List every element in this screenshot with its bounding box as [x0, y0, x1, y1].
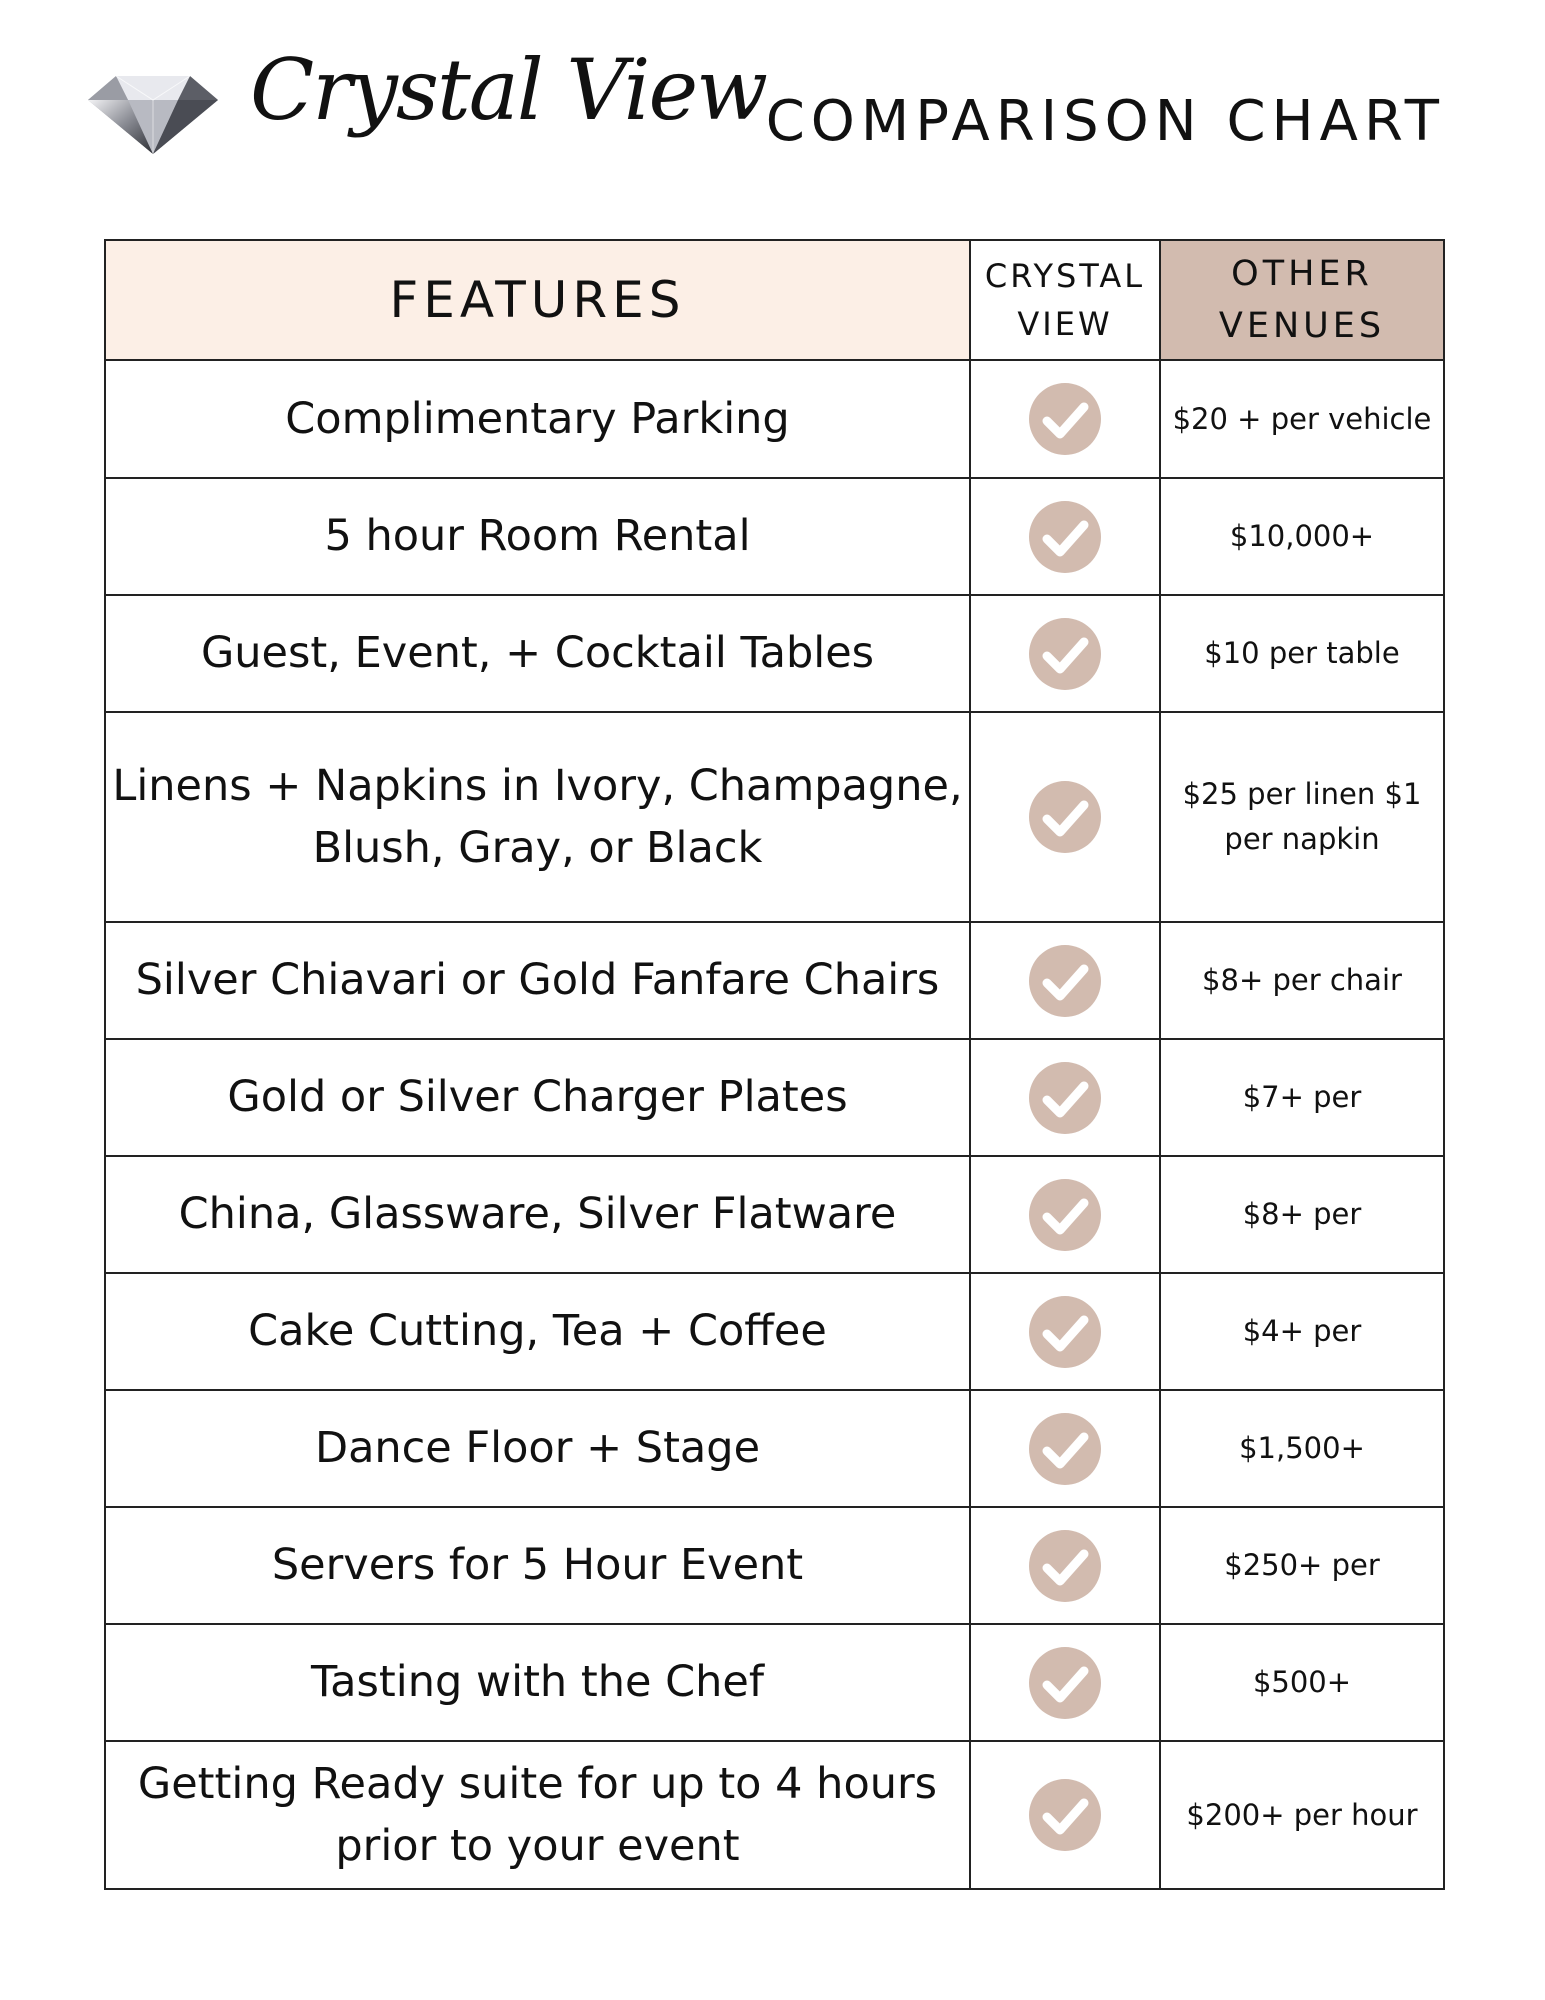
table-row	[105, 1039, 1444, 1156]
table-row	[105, 1507, 1444, 1624]
other-venues-price-cell: $250+ per	[1160, 1507, 1444, 1624]
table-row	[105, 595, 1444, 712]
other-venues-price-cell: $8+ per	[1160, 1156, 1444, 1273]
table-row	[105, 360, 1444, 478]
feature-label: Dance Floor + Stage	[314, 1423, 761, 1474]
feature-cell	[105, 922, 970, 1039]
feature-label: 5 hour Room Rental	[324, 511, 751, 562]
other-venues-price-cell: $10 per table	[1160, 595, 1444, 712]
feature-label: China, Glassware, Silver Flatware	[178, 1189, 897, 1240]
table-row	[105, 1624, 1444, 1741]
crystal-view-cell	[970, 478, 1160, 595]
feature-cell	[105, 712, 970, 922]
other-venues-price-cell: $4+ per	[1160, 1273, 1444, 1390]
other-venues-price-cell: $8+ per chair	[1160, 922, 1444, 1039]
feature-label: Getting Ready suite for up to 4 hours	[137, 1758, 938, 1809]
feature-cell	[105, 360, 970, 478]
table-row	[105, 1156, 1444, 1273]
header-line: VENUES	[1218, 306, 1386, 346]
checkmark-circle-icon	[1029, 1647, 1101, 1719]
page-title: COMPARISON CHART	[765, 89, 1445, 154]
checkmark-circle-icon	[1029, 618, 1101, 690]
feature-label: Guest, Event, + Cocktail Tables	[200, 628, 875, 679]
feature-cell	[105, 1039, 970, 1156]
feature-cell	[105, 1390, 970, 1507]
header-line: CRYSTAL	[984, 257, 1146, 295]
table-header-row	[105, 240, 1444, 360]
feature-label: Cake Cutting, Tea + Coffee	[248, 1306, 827, 1357]
checkmark-circle-icon	[1029, 1296, 1101, 1368]
feature-cell	[105, 595, 970, 712]
feature-cell	[105, 1507, 970, 1624]
table-row	[105, 1273, 1444, 1390]
feature-cell	[105, 1156, 970, 1273]
checkmark-circle-icon	[1029, 1779, 1101, 1851]
checkmark-circle-icon	[1029, 1530, 1101, 1602]
feature-cell	[105, 1624, 970, 1741]
crystal-view-column-header	[970, 240, 1160, 360]
feature-label: Tasting with the Chef	[311, 1657, 764, 1708]
other-venues-price-cell: $500+	[1160, 1624, 1444, 1741]
checkmark-circle-icon	[1029, 501, 1101, 573]
feature-cell	[105, 478, 970, 595]
other-venues-price-cell: $25 per linen $1 per napkin	[1160, 712, 1444, 922]
checkmark-circle-icon	[1029, 945, 1101, 1017]
checkmark-circle-icon	[1029, 1413, 1101, 1485]
crystal-view-cell	[970, 712, 1160, 922]
logo-wordmark: Crystal View	[250, 41, 767, 139]
crystal-view-cell	[970, 1624, 1160, 1741]
header-line: VIEW	[1017, 305, 1113, 343]
features-column-header: FEATURES	[105, 240, 970, 360]
feature-label: Linens + Napkins in Ivory, Champagne,	[112, 760, 963, 811]
page-header	[0, 0, 1545, 200]
checkmark-circle-icon	[1029, 1062, 1101, 1134]
other-venues-price-cell: $1,500+	[1160, 1390, 1444, 1507]
checkmark-circle-icon	[1029, 383, 1101, 455]
feature-cell	[105, 1273, 970, 1390]
crystal-view-cell	[970, 360, 1160, 478]
other-venues-price-cell: $20 + per vehicle	[1160, 360, 1444, 478]
checkmark-circle-icon	[1029, 781, 1101, 853]
table-row	[105, 712, 1444, 922]
feature-cell	[105, 1741, 970, 1889]
crystal-view-cell	[970, 1390, 1160, 1507]
comparison-table	[104, 239, 1445, 1890]
diamond-logo-icon	[86, 70, 220, 156]
crystal-view-cell	[970, 1273, 1160, 1390]
table-row	[105, 1390, 1444, 1507]
checkmark-circle-icon	[1029, 1179, 1101, 1251]
other-venues-price-cell: $7+ per	[1160, 1039, 1444, 1156]
other-venues-price-cell: $10,000+	[1160, 478, 1444, 595]
crystal-view-cell	[970, 922, 1160, 1039]
header-line: OTHER	[1231, 253, 1373, 294]
table-row	[105, 478, 1444, 595]
other-venues-price-cell: $200+ per hour	[1160, 1741, 1444, 1889]
crystal-view-cell	[970, 1507, 1160, 1624]
table-row	[105, 1741, 1444, 1889]
crystal-view-cell	[970, 1039, 1160, 1156]
table-row	[105, 922, 1444, 1039]
crystal-view-cell	[970, 1156, 1160, 1273]
crystal-view-cell	[970, 595, 1160, 712]
feature-label: prior to your event	[335, 1821, 740, 1871]
other-venues-column-header	[1160, 240, 1444, 360]
feature-label: Servers for 5 Hour Event	[271, 1540, 804, 1591]
feature-label: Silver Chiavari or Gold Fanfare Chairs	[135, 955, 940, 1006]
feature-label: Blush, Gray, or Black	[312, 823, 763, 873]
feature-label: Complimentary Parking	[285, 393, 790, 444]
crystal-view-cell	[970, 1741, 1160, 1889]
comparison-rows	[105, 360, 1444, 1889]
feature-label: Gold or Silver Charger Plates	[227, 1072, 848, 1123]
